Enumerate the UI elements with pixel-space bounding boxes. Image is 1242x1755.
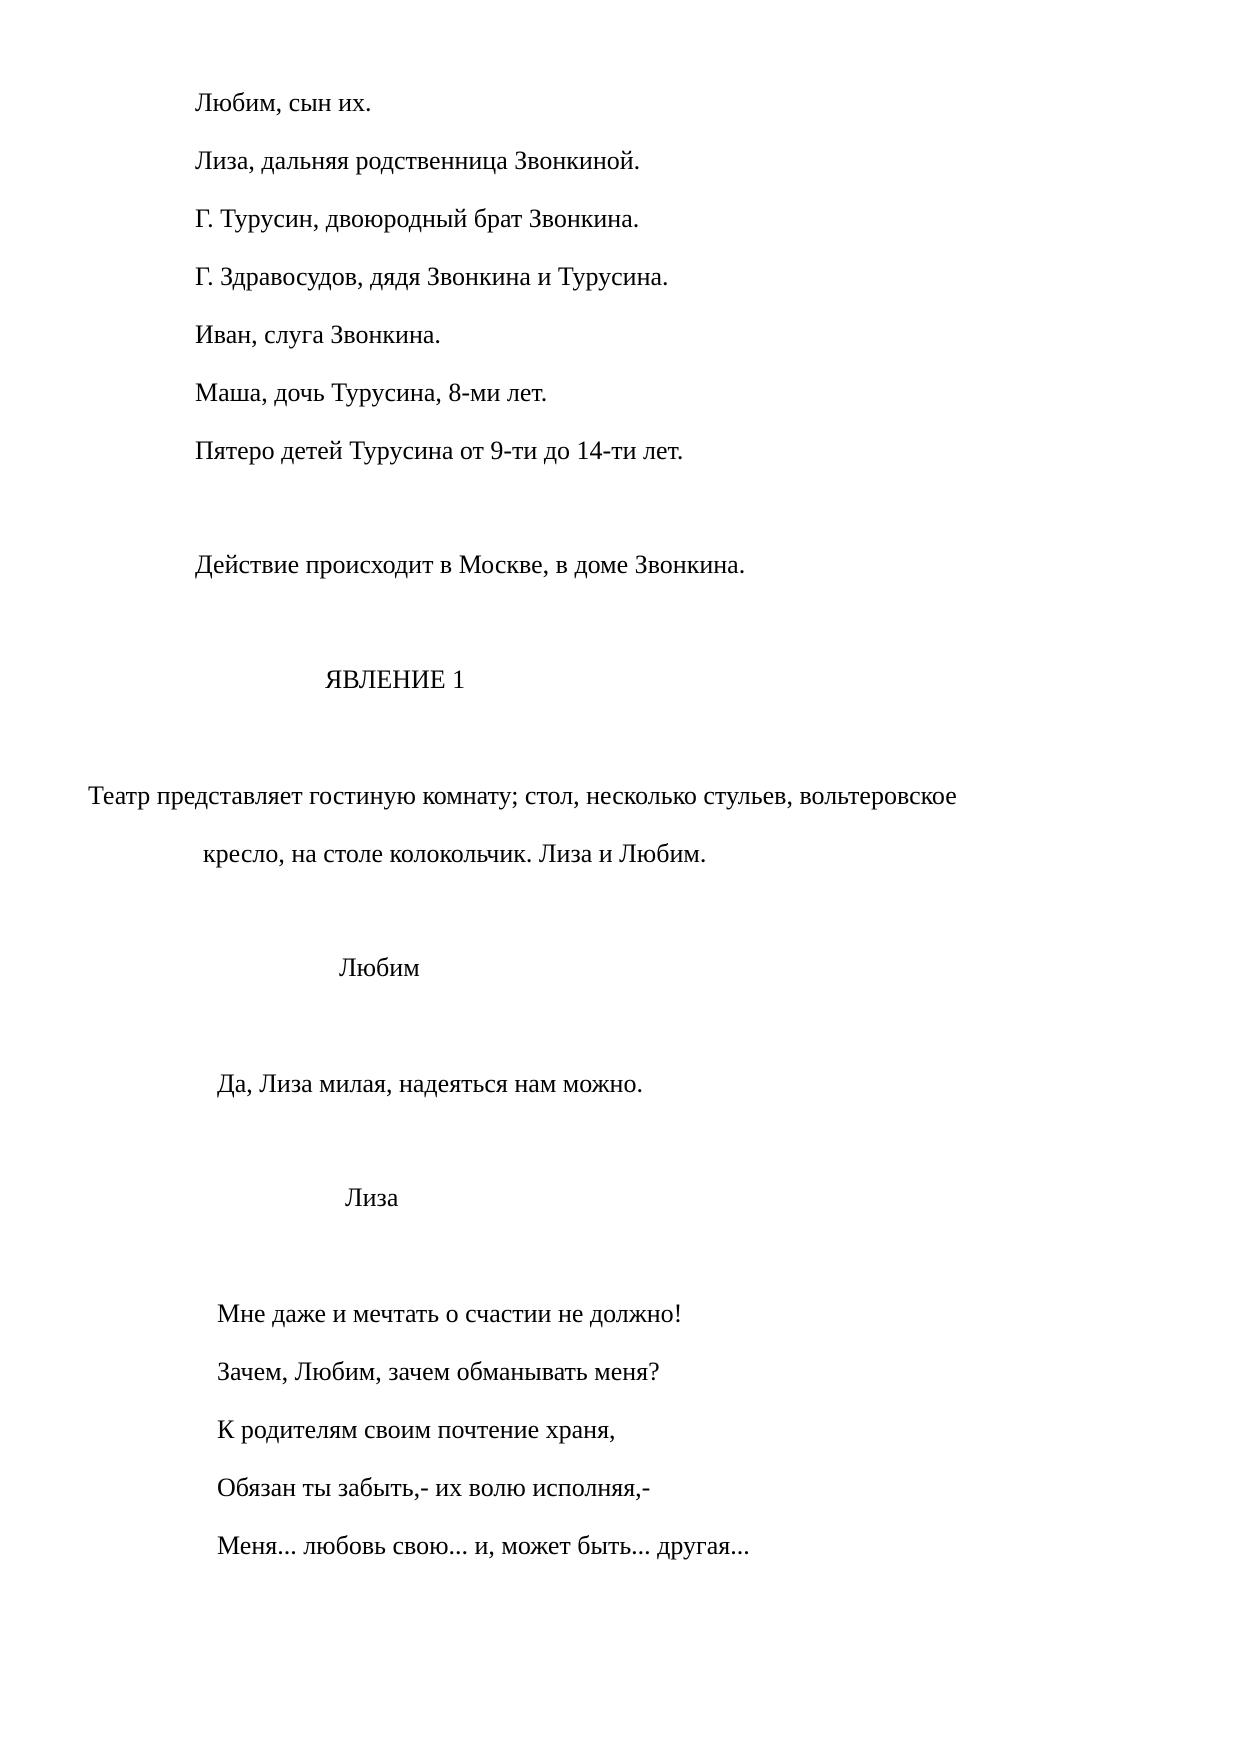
cast-item: Лиза, дальняя родственница Звонкиной. [195, 146, 641, 175]
cast-item: Г. Турусин, двоюродный брат Звонкина. [195, 204, 640, 233]
speaker-name: Лиза [345, 1183, 399, 1212]
cast-item: Любим, сын их. [195, 88, 372, 117]
speech-line: Меня... любовь свою... и, может быть... другая... [217, 1531, 750, 1560]
speech-line: К родителям своим почтение храня, [217, 1415, 616, 1444]
speaker-name: Любим [339, 953, 420, 982]
speech-line: Зачем, Любим, зачем обманывать меня? [217, 1357, 660, 1386]
speech-line: Обязан ты забыть,- их волю исполняя,- [217, 1473, 651, 1502]
speech-line: Да, Лиза милая, надеяться нам можно. [217, 1069, 643, 1098]
setting-text: Действие происходит в Москве, в доме Звонкина. [195, 550, 746, 579]
cast-item: Маша, дочь Турусина, 8-ми лет. [195, 378, 548, 407]
speech-line: Мне даже и мечтать о счастии не должно! [217, 1299, 683, 1328]
cast-item: Г. Здравосудов, дядя Звонкина и Турусина. [195, 262, 669, 291]
stage-direction-line: Театр представляет гостиную комнату; стол, несколько стульев, вольтеровское [88, 781, 957, 810]
cast-item: Пятеро детей Турусина от 9-ти до 14-ти лет. [195, 436, 684, 465]
scene-title: ЯВЛЕНИЕ 1 [325, 665, 466, 694]
stage-direction-line: кресло, на столе колокольчик. Лиза и Любим. [203, 839, 707, 868]
cast-item: Иван, слуга Звонкина. [195, 320, 441, 349]
